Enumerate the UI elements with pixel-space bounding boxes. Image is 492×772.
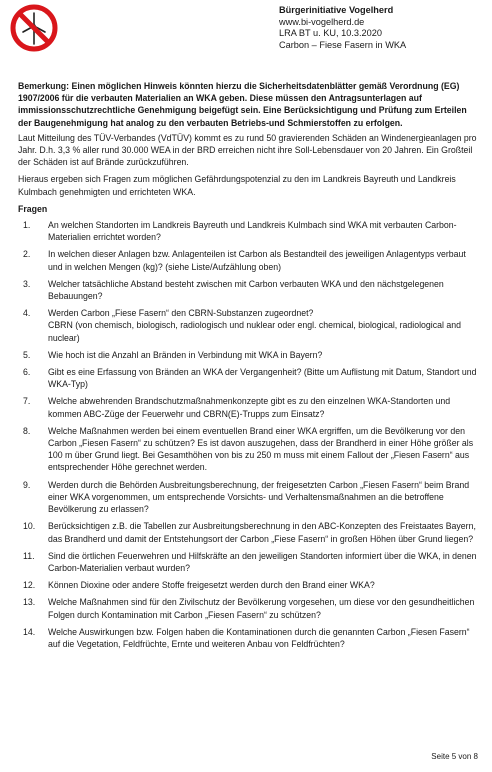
question-item: [18, 248, 482, 272]
question-item: [18, 366, 482, 390]
question-number: 13.: [23, 597, 36, 608]
question-text: Werden durch die Behörden Ausbreitungsberechnung, der freigesetzten Carbon „Fiesen Fasern“ beim Brand einer WKA vorgenommen, um entsprechende Vorsichts- und Verhaltensmaßnahmen an die betroffene Bevölkerung zu erlassen?: [48, 479, 470, 515]
organization-header: [279, 5, 406, 51]
question-item: [18, 219, 482, 243]
question-number: 3.: [23, 278, 31, 289]
intro-paragraph: Laut Mitteilung des TÜV-Verbandes (VdTÜV) kommt es zu rund 50 gravierenden Schäden an Windenergieanlagen pro Jahr. D.h. 3,3 % aller rund 30.000 WEA in der BRD erreichen nicht ihre Soll-Lebensdauer von 20 Jahren. Ein Großteil der Schäden ist auf Brände zurückzuführen.: [18, 132, 477, 168]
question-number: 5.: [23, 349, 31, 360]
organization-name: Bürgerinitiative Vogelherd: [279, 5, 394, 15]
page-number: Seite 5 von 8: [431, 752, 478, 761]
questions-heading: Fragen: [18, 203, 48, 214]
question-item: [18, 626, 482, 650]
question-number: 4.: [23, 308, 31, 319]
question-item: [18, 425, 482, 474]
question-item: [18, 479, 482, 516]
recipient-date: LRA BT u. KU, 10.3.2020: [279, 28, 382, 38]
question-item: [18, 349, 482, 361]
question-item: [18, 520, 482, 544]
website-url: www.bi-vogelherd.de: [279, 16, 365, 27]
question-text: Welche Maßnahmen werden bei einem eventuellen Brand einer WKA ergriffen, um die Bevölkerung vor den Carbon „Fiesen Fasern“ zu schützen? Es ist davon auszugehen, dass der Brandherd in einer Höhe größer als 100 m über Grund liegt. Bei Gesamthöhen von bis zu 250 m muss mit einem Fallout der „Fiesen Fasern“ aus entsprechender Höhe gerechnet werden.: [48, 425, 474, 473]
question-text: Welche abwehrenden Brandschutzmaßnahmenkonzepte gibt es zu den einzelnen WKA-Standorten und kommen ABC-Züge der Feuerwehr und CBRN(E)-Trupps zum Einsatz?: [48, 396, 451, 419]
question-text: Können Dioxine oder andere Stoffe freigesetzt werden durch den Brand einer WKA?: [48, 580, 375, 591]
subject-line: Carbon – Fiese Fasern in WKA: [279, 39, 407, 50]
question-number: 1.: [23, 220, 31, 231]
question-text: An welchen Standorten im Landkreis Bayreuth und Landkreis Kulmbach sind WKA mit verbauten Carbon-Materialien errichtet worden?: [48, 220, 457, 243]
question-item: [18, 579, 482, 591]
question-number: 8.: [23, 425, 31, 436]
question-text: Berücksichtigen z.B. die Tabellen zur Ausbreitungsberechnung in den ABC-Konzepten des Freistaates Bayern, das Brandherd und damit der Entstehungsort der Carbon „Fiese Fasern“ in großen Höhen über Grund liegen?: [48, 521, 476, 544]
question-text: Gibt es eine Erfassung von Bränden an WKA der Vergangenheit? (Bitte um Auflistung mit Datum, Standort und WKA-Typ): [48, 367, 477, 390]
question-item: [18, 596, 482, 620]
question-number: 12.: [23, 580, 36, 591]
questions-intro-paragraph: Hieraus ergeben sich Fragen zum möglichen Gefährdungspotenzial zu den im Landkreis Bayreuth und Landkreis Kulmbach genehmigten und errichteten WKA.: [18, 174, 456, 197]
question-item: [18, 395, 482, 419]
question-number: 2.: [23, 249, 31, 260]
question-text: Welcher tatsächliche Abstand besteht zwischen mit Carbon verbauten WKA und den nächstgelegenen Bebauungen?: [48, 278, 444, 302]
question-item: [18, 278, 482, 302]
question-number: 11.: [23, 550, 35, 561]
question-text: Wie hoch ist die Anzahl an Bränden in Verbindung mit WKA in Bayern?: [48, 349, 323, 360]
question-number: 6.: [23, 367, 31, 378]
question-number: 10.: [23, 521, 36, 532]
question-number: 9.: [23, 479, 31, 490]
question-item: [18, 307, 482, 344]
remark-paragraph: Bemerkung: Einen möglichen Hinweis könnten hierzu die Sicherheitsdatenblätter gemäß Verordnung (EG) 1907/2006 für die verbauten Materialien an WKA geben. Diese müssen den Antragsunterlagen auf immissionsschutzrechtliche Genehmigung beigefügt sein. Eine Berücksichtigung und Prüfung zum Erteilen der Baugenehmigung hat analog zu den verbauten Betriebs-und Schmierstoffen zu erfolgen.: [18, 81, 467, 128]
question-text: Welche Maßnahmen sind für den Zivilschutz der Bevölkerung vorgesehen, um diese vor den gesundheitlichen Folgen durch Kontamination mit Carbon „Fiesen Fasern“ zu schützen?: [48, 597, 475, 620]
question-text: Sind die örtlichen Feuerwehren und Hilfskräfte an den jeweiligen Standorten informiert über die WKA, in denen Carbon-Materialien verbaut wurden?: [48, 550, 477, 573]
question-number: 7.: [23, 396, 31, 407]
document-body: [18, 80, 482, 655]
question-text: Welche Auswirkungen bzw. Folgen haben die Kontaminationen durch die genannten Carbon „Fiesen Fasern“ auf die Vegetation, Feldfrüchte, Ernte und weiteren Anbau von Feldfrüchten?: [48, 626, 470, 649]
question-text: Werden Carbon „Fiese Fasern“ den CBRN-Substanzen zugeordnet?: [48, 308, 314, 319]
question-item: [18, 550, 482, 574]
question-note: CBRN (von chemisch, biologisch, radiologisch und nuklear oder engl. chemical, biological, radiological and nuclear): [48, 320, 461, 343]
no-wind-turbine-sign-icon: [10, 4, 58, 52]
question-text: In welchen dieser Anlagen bzw. Anlagenteilen ist Carbon als Bestandteil des jeweiligen Anlagentyps verbaut und in welchen Mengen (kg)? (siehe Liste/Aufzählung oben): [48, 249, 466, 272]
question-number: 14.: [23, 626, 36, 637]
questions-list: [18, 219, 482, 650]
